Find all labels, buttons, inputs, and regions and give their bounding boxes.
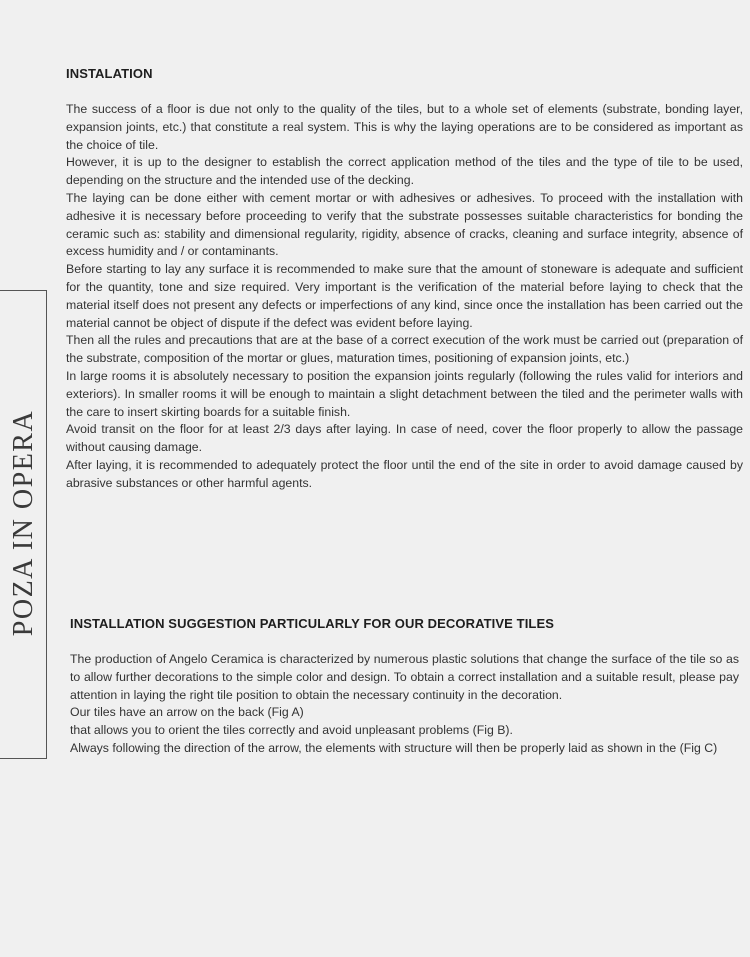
section-title-installation: INSTALATION: [66, 66, 153, 81]
paragraph: The success of a floor is due not only to the quality of the tiles, but to a whole set of elements (substrate, bonding layer, expansion joints, etc.) that constitute a real system. This is why the laying operations are to be considered as important as the choice of tile.: [66, 102, 743, 152]
section-title-decorative-tiles: INSTALLATION SUGGESTION PARTICULARLY FOR OUR DECORATIVE TILES: [70, 616, 554, 631]
paragraph: that allows you to orient the tiles correctly and avoid unpleasant problems (Fig B).: [70, 723, 513, 738]
paragraph: After laying, it is recommended to adequately protect the floor until the end of the site in order to avoid damage caused by abrasive substances or other harmful agents.: [66, 457, 743, 490]
paragraph: Before starting to lay any surface it is recommended to make sure that the amount of stoneware is adequate and sufficient for the quantity, tone and size required. Very important is the verification of the material before laying to check that the material itself does not present any defects or imperfections of any kind, since once the installation has been carried out the material cannot be object of dispute if the defect was evident before laying.: [66, 262, 743, 330]
paragraph: Then all the rules and precautions that are at the base of a correct execution of the work must be carried out (preparation of the substrate, composition of the mortar or glues, maturation times, positioning of expansion joints, etc.): [66, 333, 743, 366]
paragraph: However, it is up to the designer to establish the correct application method of the tiles and the type of tile to be used, depending on the structure and the intended use of the decking.: [66, 155, 743, 188]
paragraph: In large rooms it is absolutely necessary to position the expansion joints regularly (following the rules valid for interiors and exteriors). In smaller rooms it will be enough to maintain a slight detachment between the tiled and the perimeter walls with the care to insert skirting boards for a suitable finish.: [66, 368, 743, 419]
section-body-decorative-tiles: [70, 651, 739, 758]
paragraph: The production of Angelo Ceramica is characterized by numerous plastic solutions that change the surface of the tile so as to allow further decorations to the simple color and design. To obtain a correct installation and a suitable result, please pay attention in laying the right tile position to obtain the necessary continuity in the decoration.: [70, 652, 739, 702]
paragraph: The laying can be done either with cement mortar or with adhesives or adhesives. To proceed with the installation with adhesive it is necessary before proceeding to verify that the substrate possesses suitable characteristics for bonding the ceramic such as: stability and dimensional regularity, rigidity, absence of cracks, cleaning and surface integrity, absence of excess humidity and / or contaminants.: [66, 190, 743, 259]
section-body-installation: [66, 101, 743, 493]
side-label: POZA IN OPERA: [8, 409, 39, 637]
paragraph: Avoid transit on the floor for at least 2/3 days after laying. In case of need, cover the floor properly to allow the passage without causing damage.: [66, 422, 743, 455]
paragraph: Our tiles have an arrow on the back (Fig A): [70, 705, 304, 720]
paragraph: Always following the direction of the arrow, the elements with structure will then be properly laid as shown in the (Fig C): [70, 740, 718, 755]
